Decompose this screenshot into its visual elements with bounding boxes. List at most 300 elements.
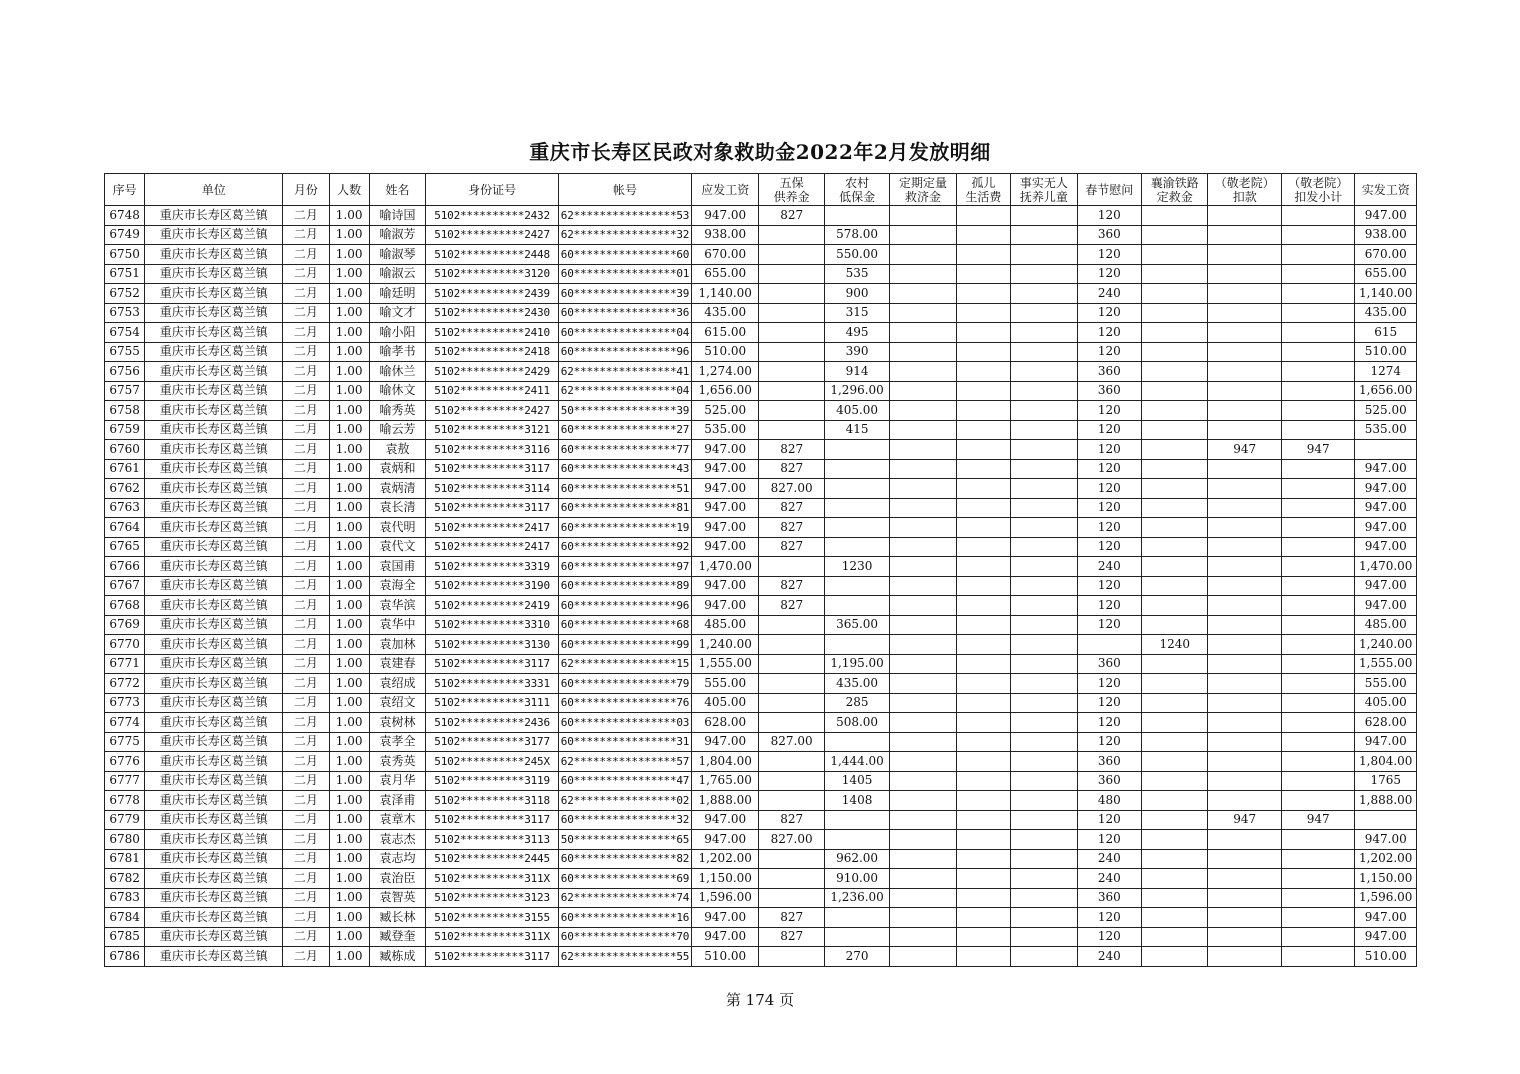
table-row — [105, 635, 1417, 655]
table-cell: 120 — [1077, 596, 1141, 616]
table-cell: 947 — [1208, 810, 1282, 830]
table-cell — [759, 264, 824, 284]
column-header: 身份证号 — [426, 174, 559, 206]
table-cell — [1011, 206, 1077, 226]
table-cell — [1142, 849, 1208, 869]
table-cell: 120 — [1077, 537, 1141, 557]
table-cell: 6754 — [105, 323, 145, 343]
table-cell — [1011, 537, 1077, 557]
table-cell: 6770 — [105, 635, 145, 655]
table-cell — [890, 518, 956, 538]
table-cell: 1,240.00 — [691, 635, 758, 655]
table-cell — [890, 771, 956, 791]
table-cell: 喻秀英 — [369, 401, 425, 421]
table-row — [105, 771, 1417, 791]
table-cell: 袁代明 — [369, 518, 425, 538]
table-cell: 62****************53 — [559, 206, 692, 226]
table-row — [105, 947, 1417, 967]
table-cell — [1011, 596, 1077, 616]
table-cell: 947.00 — [1355, 459, 1417, 479]
table-cell — [890, 810, 956, 830]
table-cell — [1011, 810, 1077, 830]
table-cell: 重庆市长寿区葛兰镇 — [145, 284, 283, 304]
table-cell: 62****************04 — [559, 381, 692, 401]
table-cell: 62****************32 — [559, 225, 692, 245]
table-cell — [759, 284, 824, 304]
table-cell: 947.00 — [1355, 908, 1417, 928]
table-cell: 285 — [824, 693, 889, 713]
column-header: 农村 低保金 — [824, 174, 889, 206]
table-cell: 947.00 — [691, 732, 758, 752]
table-cell — [956, 518, 1010, 538]
table-cell: 二月 — [283, 849, 329, 869]
table-cell: 120 — [1077, 908, 1141, 928]
table-cell: 360 — [1077, 381, 1141, 401]
table-cell: 60****************79 — [559, 674, 692, 694]
table-cell — [1142, 381, 1208, 401]
table-cell — [1142, 206, 1208, 226]
table-cell: 1274 — [1355, 362, 1417, 382]
table-cell: 485.00 — [691, 615, 758, 635]
table-cell — [759, 342, 824, 362]
table-cell: 6784 — [105, 908, 145, 928]
table-cell — [1011, 674, 1077, 694]
table-cell: 重庆市长寿区葛兰镇 — [145, 713, 283, 733]
table-cell — [1142, 791, 1208, 811]
table-cell: 60****************70 — [559, 927, 692, 947]
table-cell: 947.00 — [1355, 537, 1417, 557]
table-cell — [1281, 927, 1355, 947]
table-cell — [890, 927, 956, 947]
table-cell: 1.00 — [329, 635, 369, 655]
table-cell — [890, 362, 956, 382]
table-cell: 1,765.00 — [691, 771, 758, 791]
table-cell: 947.00 — [691, 518, 758, 538]
table-row — [105, 284, 1417, 304]
table-cell — [1011, 830, 1077, 850]
table-cell: 60****************89 — [559, 576, 692, 596]
table-row — [105, 440, 1417, 460]
table-cell — [1281, 323, 1355, 343]
table-cell — [890, 908, 956, 928]
table-cell: 914 — [824, 362, 889, 382]
table-cell — [1281, 420, 1355, 440]
table-cell: 405.00 — [824, 401, 889, 421]
table-row — [105, 830, 1417, 850]
table-cell: 5102**********2427 — [426, 401, 559, 421]
table-cell — [1208, 225, 1282, 245]
table-cell: 6783 — [105, 888, 145, 908]
table-cell — [956, 576, 1010, 596]
table-cell: 喻休文 — [369, 381, 425, 401]
table-cell: 5102**********2445 — [426, 849, 559, 869]
table-cell: 1,804.00 — [1355, 752, 1417, 772]
table-cell: 喻休兰 — [369, 362, 425, 382]
table-cell: 重庆市长寿区葛兰镇 — [145, 381, 283, 401]
column-header: 帐号 — [559, 174, 692, 206]
document-title: 重庆市长寿区民政对象救助金2022年2月发放明细 — [529, 140, 991, 164]
table-cell — [824, 830, 889, 850]
table-cell: 947 — [1281, 810, 1355, 830]
table-cell: 270 — [824, 947, 889, 967]
table-cell: 947.00 — [691, 459, 758, 479]
table-row — [105, 479, 1417, 499]
table-cell: 947.00 — [691, 206, 758, 226]
table-cell: 827 — [759, 518, 824, 538]
table-cell: 1.00 — [329, 908, 369, 928]
table-cell — [824, 206, 889, 226]
table-cell: 60****************47 — [559, 771, 692, 791]
table-cell: 二月 — [283, 225, 329, 245]
table-cell: 62****************55 — [559, 947, 692, 967]
table-cell — [1208, 362, 1282, 382]
table-cell: 1765 — [1355, 771, 1417, 791]
table-cell — [1011, 771, 1077, 791]
table-cell: 240 — [1077, 849, 1141, 869]
table-cell — [956, 225, 1010, 245]
table-cell — [1281, 596, 1355, 616]
table-cell — [759, 362, 824, 382]
table-cell — [1142, 225, 1208, 245]
table-cell: 二月 — [283, 518, 329, 538]
table-cell — [1142, 342, 1208, 362]
table-cell — [1208, 927, 1282, 947]
table-cell: 袁绍成 — [369, 674, 425, 694]
table-cell — [759, 771, 824, 791]
table-cell — [1142, 888, 1208, 908]
table-cell: 5102**********3114 — [426, 479, 559, 499]
table-cell — [1011, 557, 1077, 577]
table-cell: 60****************81 — [559, 498, 692, 518]
table-cell — [1011, 323, 1077, 343]
table-cell: 1,656.00 — [691, 381, 758, 401]
table-cell — [890, 498, 956, 518]
table-cell — [1281, 459, 1355, 479]
table-cell: 5102**********3117 — [426, 810, 559, 830]
table-cell: 重庆市长寿区葛兰镇 — [145, 459, 283, 479]
table-cell: 947.00 — [691, 537, 758, 557]
table-row — [105, 420, 1417, 440]
table-cell: 1.00 — [329, 888, 369, 908]
table-cell — [1281, 518, 1355, 538]
table-row — [105, 752, 1417, 772]
table-cell — [1281, 849, 1355, 869]
table-cell: 二月 — [283, 732, 329, 752]
table-cell — [1011, 479, 1077, 499]
table-cell — [1142, 264, 1208, 284]
table-cell: 1408 — [824, 791, 889, 811]
table-cell: 袁治臣 — [369, 869, 425, 889]
table-cell: 405.00 — [691, 693, 758, 713]
table-cell: 二月 — [283, 245, 329, 265]
table-cell — [1142, 498, 1208, 518]
table-cell — [956, 498, 1010, 518]
table-cell: 938.00 — [691, 225, 758, 245]
table-cell — [1011, 615, 1077, 635]
table-cell: 120 — [1077, 245, 1141, 265]
table-cell — [1011, 303, 1077, 323]
table-cell — [956, 869, 1010, 889]
table-cell: 360 — [1077, 654, 1141, 674]
table-cell — [956, 206, 1010, 226]
table-cell: 120 — [1077, 401, 1141, 421]
table-cell: 袁长清 — [369, 498, 425, 518]
table-cell: 重庆市长寿区葛兰镇 — [145, 596, 283, 616]
table-cell — [1208, 459, 1282, 479]
table-cell — [890, 674, 956, 694]
table-cell: 重庆市长寿区葛兰镇 — [145, 947, 283, 967]
table-cell — [956, 381, 1010, 401]
table-cell — [1208, 498, 1282, 518]
table-cell: 120 — [1077, 264, 1141, 284]
table-cell — [890, 479, 956, 499]
table-cell: 袁代文 — [369, 537, 425, 557]
table-cell: 二月 — [283, 947, 329, 967]
table-cell: 6763 — [105, 498, 145, 518]
table-cell: 6756 — [105, 362, 145, 382]
table-cell — [759, 323, 824, 343]
table-cell — [1281, 401, 1355, 421]
table-cell: 1.00 — [329, 264, 369, 284]
table-cell — [1011, 362, 1077, 382]
table-cell: 60****************31 — [559, 732, 692, 752]
table-cell: 6766 — [105, 557, 145, 577]
table-cell — [1011, 654, 1077, 674]
table-cell — [1208, 518, 1282, 538]
table-row — [105, 596, 1417, 616]
table-cell — [759, 420, 824, 440]
table-cell: 6769 — [105, 615, 145, 635]
table-cell: 435.00 — [1355, 303, 1417, 323]
table-cell: 二月 — [283, 693, 329, 713]
table-cell — [1011, 888, 1077, 908]
table-cell — [956, 713, 1010, 733]
table-cell: 二月 — [283, 557, 329, 577]
table-cell: 重庆市长寿区葛兰镇 — [145, 440, 283, 460]
table-cell: 1.00 — [329, 303, 369, 323]
table-cell — [824, 908, 889, 928]
table-cell: 947.00 — [1355, 498, 1417, 518]
table-cell — [1011, 752, 1077, 772]
table-cell: 120 — [1077, 479, 1141, 499]
table-cell: 袁月华 — [369, 771, 425, 791]
table-cell: 60****************96 — [559, 596, 692, 616]
column-header: 月份 — [283, 174, 329, 206]
table-cell: 5102**********2410 — [426, 323, 559, 343]
table-cell — [759, 245, 824, 265]
table-cell: 1230 — [824, 557, 889, 577]
table-cell — [1208, 830, 1282, 850]
table-cell: 二月 — [283, 206, 329, 226]
table-cell — [1142, 518, 1208, 538]
table-cell — [1011, 401, 1077, 421]
table-cell: 435.00 — [824, 674, 889, 694]
table-cell — [890, 654, 956, 674]
table-cell: 1,202.00 — [691, 849, 758, 869]
table-cell: 1,296.00 — [824, 381, 889, 401]
table-cell: 重庆市长寿区葛兰镇 — [145, 362, 283, 382]
table-cell: 二月 — [283, 401, 329, 421]
table-cell: 50****************39 — [559, 401, 692, 421]
table-cell — [1208, 654, 1282, 674]
table-cell: 二月 — [283, 674, 329, 694]
table-cell: 1,236.00 — [824, 888, 889, 908]
table-cell: 525.00 — [691, 401, 758, 421]
table-cell: 5102**********3310 — [426, 615, 559, 635]
table-cell — [956, 323, 1010, 343]
table-cell: 重庆市长寿区葛兰镇 — [145, 693, 283, 713]
table-cell: 60****************99 — [559, 635, 692, 655]
column-header: 定期定量 救济金 — [890, 174, 956, 206]
table-cell: 1.00 — [329, 810, 369, 830]
table-cell — [1208, 713, 1282, 733]
table-cell: 947.00 — [691, 830, 758, 850]
table-cell: 827 — [759, 440, 824, 460]
table-cell: 485.00 — [1355, 615, 1417, 635]
table-cell: 535.00 — [1355, 420, 1417, 440]
table-cell: 480 — [1077, 791, 1141, 811]
table-cell — [1142, 284, 1208, 304]
table-cell: 6778 — [105, 791, 145, 811]
table-cell — [890, 869, 956, 889]
table-cell — [1208, 284, 1282, 304]
table-cell: 60****************77 — [559, 440, 692, 460]
table-cell — [1281, 830, 1355, 850]
table-cell — [956, 615, 1010, 635]
table-cell: 1,888.00 — [691, 791, 758, 811]
table-cell: 120 — [1077, 323, 1141, 343]
table-cell — [1281, 206, 1355, 226]
table-cell: 1.00 — [329, 498, 369, 518]
table-cell: 120 — [1077, 732, 1141, 752]
table-cell — [956, 693, 1010, 713]
table-cell — [759, 713, 824, 733]
table-cell — [956, 927, 1010, 947]
table-cell — [1011, 284, 1077, 304]
table-cell — [759, 674, 824, 694]
table-cell: 6764 — [105, 518, 145, 538]
table-cell — [1011, 849, 1077, 869]
table-cell: 1.00 — [329, 420, 369, 440]
table-cell: 6786 — [105, 947, 145, 967]
table-cell — [1281, 869, 1355, 889]
table-cell: 6752 — [105, 284, 145, 304]
table-cell: 60****************39 — [559, 284, 692, 304]
table-cell: 喻淑琴 — [369, 245, 425, 265]
table-cell — [1208, 420, 1282, 440]
table-cell — [956, 303, 1010, 323]
table-cell: 1.00 — [329, 752, 369, 772]
table-cell: 60****************36 — [559, 303, 692, 323]
column-header: 事实无人 抚养儿童 — [1011, 174, 1077, 206]
table-cell: 袁华中 — [369, 615, 425, 635]
table-cell: 重庆市长寿区葛兰镇 — [145, 849, 283, 869]
table-cell — [956, 849, 1010, 869]
table-cell: 947.00 — [691, 908, 758, 928]
table-cell — [759, 401, 824, 421]
table-cell: 1,140.00 — [1355, 284, 1417, 304]
table-cell: 1.00 — [329, 674, 369, 694]
table-cell: 510.00 — [691, 947, 758, 967]
table-cell: 550.00 — [824, 245, 889, 265]
table-cell: 5102**********2429 — [426, 362, 559, 382]
table-cell — [956, 401, 1010, 421]
table-cell: 重庆市长寿区葛兰镇 — [145, 264, 283, 284]
table-cell: 1,888.00 — [1355, 791, 1417, 811]
column-header: 应发工资 — [691, 174, 758, 206]
table-cell — [1208, 752, 1282, 772]
table-cell: 重庆市长寿区葛兰镇 — [145, 674, 283, 694]
table-cell: 1.00 — [329, 849, 369, 869]
table-cell: 1,140.00 — [691, 284, 758, 304]
column-header: 孤儿 生活费 — [956, 174, 1010, 206]
table-cell: 827.00 — [759, 830, 824, 850]
table-cell — [759, 615, 824, 635]
table-cell — [1281, 479, 1355, 499]
table-cell: 628.00 — [1355, 713, 1417, 733]
table-cell — [890, 537, 956, 557]
table-cell: 重庆市长寿区葛兰镇 — [145, 245, 283, 265]
table-cell: 62****************74 — [559, 888, 692, 908]
table-cell: 二月 — [283, 791, 329, 811]
table-cell — [1011, 908, 1077, 928]
table-cell: 5102**********3111 — [426, 693, 559, 713]
table-cell: 120 — [1077, 830, 1141, 850]
table-cell: 50****************65 — [559, 830, 692, 850]
table-cell: 重庆市长寿区葛兰镇 — [145, 732, 283, 752]
table-cell — [956, 810, 1010, 830]
table-cell — [1208, 537, 1282, 557]
table-cell: 947.00 — [691, 576, 758, 596]
table-cell — [1281, 615, 1355, 635]
table-cell: 5102**********3117 — [426, 947, 559, 967]
table-cell: 重庆市长寿区葛兰镇 — [145, 791, 283, 811]
table-cell — [1281, 225, 1355, 245]
table-cell: 5102**********3319 — [426, 557, 559, 577]
table-cell: 435.00 — [691, 303, 758, 323]
table-cell: 重庆市长寿区葛兰镇 — [145, 635, 283, 655]
table-cell — [759, 869, 824, 889]
table-cell — [1142, 947, 1208, 967]
table-cell: 1240 — [1142, 635, 1208, 655]
table-header-row — [105, 174, 1417, 206]
table-cell — [1208, 791, 1282, 811]
table-cell: 415 — [824, 420, 889, 440]
table-cell: 670.00 — [691, 245, 758, 265]
table-cell: 555.00 — [1355, 674, 1417, 694]
table-cell — [1142, 869, 1208, 889]
table-cell: 1.00 — [329, 459, 369, 479]
table-cell — [1281, 537, 1355, 557]
table-cell — [1011, 927, 1077, 947]
table-cell — [1281, 284, 1355, 304]
table-cell: 615 — [1355, 323, 1417, 343]
table-cell — [890, 830, 956, 850]
table-cell — [890, 401, 956, 421]
table-cell — [1011, 713, 1077, 733]
table-cell — [824, 635, 889, 655]
table-cell: 1.00 — [329, 362, 369, 382]
table-cell: 6779 — [105, 810, 145, 830]
table-cell — [1142, 674, 1208, 694]
table-cell: 120 — [1077, 206, 1141, 226]
table-row — [105, 674, 1417, 694]
table-cell: 袁敖 — [369, 440, 425, 460]
table-cell: 喻廷明 — [369, 284, 425, 304]
table-cell: 重庆市长寿区葛兰镇 — [145, 654, 283, 674]
table-cell: 120 — [1077, 927, 1141, 947]
table-cell: 5102**********2427 — [426, 225, 559, 245]
